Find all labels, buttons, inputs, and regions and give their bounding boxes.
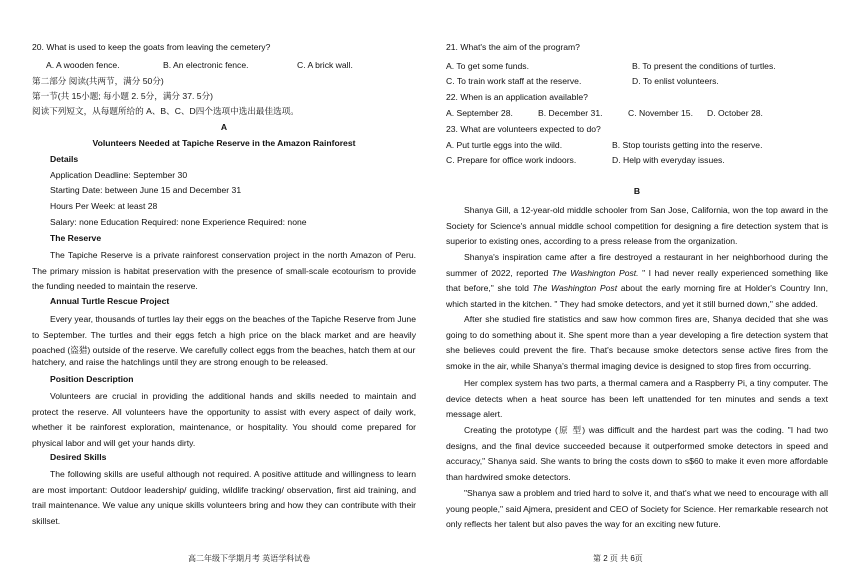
left-footer: 高二年级下学期月考 英语学科试卷 bbox=[188, 554, 311, 563]
q22-option-a: A. September 28. bbox=[446, 108, 513, 118]
q21-option-b: B. To present the conditions of turtles. bbox=[632, 61, 776, 71]
passage-b-paragraph-1: Shanya Gill, a 12-year-old middle schooler from San Jose, California, won the top award in the Society for Science's annual middle school competition for designing a fire detection system that is superior to existing ones, according to a press release from the organization. bbox=[446, 205, 828, 247]
q21-stem: 21. What's the aim of the program? bbox=[446, 42, 580, 52]
q20-option-b: B. An electronic fence. bbox=[163, 60, 249, 70]
skills-heading: Desired Skills bbox=[50, 452, 107, 462]
q23-option-a: A. Put turtle eggs into the wild. bbox=[446, 140, 563, 150]
q20-stem: 20. What is used to keep the goats from leaving the cemetery? bbox=[32, 42, 271, 52]
q23-stem: 23. What are volunteers expected to do? bbox=[446, 124, 601, 134]
passage-b-paragraph-4: Her complex system has two parts, a thermal camera and a Raspberry Pi, a tiny computer. The device detects when a heat source has been left unattended for ten minutes and sends a text message alert. bbox=[446, 378, 828, 420]
turtle-paragraph-end: hatchery, and raise the hatchlings until they are strong enough to be released. bbox=[32, 357, 329, 367]
skills-paragraph: The following skills are useful although not required. A positive attitude and willingness to learn are most important: Outdoor leadership/ guiding, wildlife tracking/ observation, first aid training, and trail maintenance. We value any unique skills volunteers bring and how they can contribute with their skillset. bbox=[32, 469, 416, 526]
q21-option-d: D. To enlist volunteers. bbox=[632, 76, 719, 86]
reserve-heading: The Reserve bbox=[50, 233, 102, 243]
q22-option-b: B. December 31. bbox=[538, 108, 603, 118]
q21-option-c: C. To train work staff at the reserve. bbox=[446, 76, 582, 86]
salary-requirements: Salary: none Education Required: none Experience Required: none bbox=[50, 217, 307, 227]
q23-option-b: B. Stop tourists getting into the reserve. bbox=[612, 140, 763, 150]
details-heading: Details bbox=[50, 154, 79, 164]
q23-option-d: D. Help with everyday issues. bbox=[612, 155, 725, 165]
p2-text-b: " I had never really experienced something like that before," she told bbox=[446, 267, 828, 294]
turtle-paragraph: Every year, thousands of turtles lay their eggs on the beaches of the Tapiche Reserve from June to September. The turtles and their eggs fetch a high price on the black market and are heavily poached (盗猎) outside of the reserve. We carefully collect eggs from the beaches, hatch them at our bbox=[32, 314, 416, 355]
reserve-paragraph: The Tapiche Reserve is a private rainforest conservation project in the north Amazon of Peru. The primary mission is habitat preservation with the presence of small-scale ecotourism to provide the funding needed to maintain the reserve. bbox=[32, 250, 416, 291]
p2-newspaper-1: The Washington Post. bbox=[551, 267, 639, 278]
part2-heading: 第二部分 阅读(共两节，满分 50分) bbox=[32, 76, 164, 86]
p2-newspaper-2: The Washington Post bbox=[532, 283, 618, 294]
passage-b-paragraph-3: After she studied fire statistics and saw how common fires are, Shanya decided that she was going to do something about it. She spent more than a year developing a fire detection system that she believes could prevent the fire. That's because smoke detectors sense active fires from the smoke in the air, while Shanya's thermal imaging device is designed to stop fires from occurring. bbox=[446, 314, 828, 371]
passage-b-paragraph-2 bbox=[446, 250, 828, 312]
q20-option-c: C. A brick wall. bbox=[297, 60, 353, 70]
passage-b-paragraph-6: "Shanya saw a problem and tried hard to solve it, and that's what we need to encourage with all young people," said Ajmera, president and CEO of Society for Science. Her remarkable research not only reflects her talent but also paves the way for an exciting new future. bbox=[446, 488, 828, 530]
position-paragraph: Volunteers are crucial in providing the additional hands and skills needed to maintain and protect the reserve. All volunteers have the opportunity to assist with every aspect of daily work, whether it be rainforest exploration, maintenance, or hospitality. You should come prepared for physical labor and will get your hands dirty. bbox=[32, 391, 416, 448]
p2-text-c: about the early morning fire at Holder's Country Inn, which started in the kitchen. " They had smoke detectors, and yet it still burned down," she added. bbox=[446, 283, 828, 309]
starting-date: Starting Date: between June 15 and December 31 bbox=[50, 185, 242, 195]
passage-a-label: A bbox=[220, 122, 228, 132]
q23-option-c: C. Prepare for office work indoors. bbox=[446, 155, 577, 165]
passage-a-title: Volunteers Needed at Tapiche Reserve in the Amazon Rainforest bbox=[92, 138, 356, 148]
q20-option-a: A. A wooden fence. bbox=[46, 60, 120, 70]
passage-b-paragraph-5: Creating the prototype (原 型) was difficult and the hardest part was the coding. "I had two designs, and the final device succeeded because it outperformed smoke detectors in speed and accuracy," Shanya said. She wants to bring the costs down to s$60 to make it even more affordable than hardwired smoke detectors. bbox=[446, 425, 828, 482]
position-heading: Position Description bbox=[50, 374, 134, 384]
right-footer: 第 2 页 共 6页 bbox=[593, 554, 643, 563]
section1-heading: 第一节(共 15小题; 每小题 2. 5分，满分 37. 5分) bbox=[32, 91, 213, 101]
p2-text-a: Shanya's inspiration came after a fire destroyed a restaurant in her neighborhood during the summer of 2022, reported bbox=[446, 252, 828, 278]
turtle-project-heading: Annual Turtle Rescue Project bbox=[50, 296, 170, 306]
q22-stem: 22. When is an application available? bbox=[446, 92, 588, 102]
q21-option-a: A. To get some funds. bbox=[446, 61, 529, 71]
hours-per-week: Hours Per Week: at least 28 bbox=[50, 201, 158, 211]
reading-instruction: 阅读下列短文，从每题所给的 A、B、C、D四个选项中选出最佳选项。 bbox=[32, 106, 299, 116]
q22-option-d: D. October 28. bbox=[707, 108, 763, 118]
passage-b-label: B bbox=[633, 186, 641, 196]
q22-option-c: C. November 15. bbox=[628, 108, 693, 118]
application-deadline: Application Deadline: September 30 bbox=[50, 170, 188, 180]
